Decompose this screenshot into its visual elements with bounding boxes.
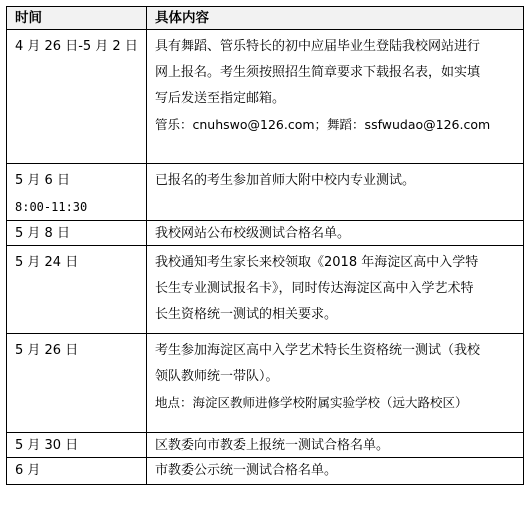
table-row <box>7 221 524 246</box>
time-text: 5 月 26 日 <box>15 343 79 358</box>
content-text: 考生参加海淀区高中入学艺术特长生资格统一测试（我校 <box>155 343 481 358</box>
time-cell <box>7 246 147 334</box>
schedule-table <box>6 6 524 485</box>
time-text: 5 月 24 日 <box>15 255 79 270</box>
content-text: 市教委公示统一测试合格名单。 <box>155 463 338 478</box>
content-text: 长生资格统一测试的相关要求。 <box>155 307 338 322</box>
content-cell <box>147 433 524 458</box>
table-row <box>7 246 524 334</box>
table-header-row <box>7 7 524 30</box>
time-cell <box>7 458 147 485</box>
content-text: 我校通知考生家长来校领取《2018 年海淀区高中入学特 <box>155 255 479 270</box>
table-row <box>7 334 524 433</box>
time-text: 6 月 <box>15 463 41 478</box>
location-text: 地点：海淀区教师进修学校附属实验学校（远大路校区） <box>155 395 468 410</box>
header-time: 时间 <box>7 7 147 30</box>
time-text: 5 月 6 日 <box>15 173 70 188</box>
time-range-text: 8:00-11:30 <box>15 200 88 214</box>
time-text: 5 月 30 日 <box>15 438 79 453</box>
time-cell <box>7 30 147 164</box>
content-text: 网上报名。考生须按照招生简章要求下载报名表，如实填 <box>155 65 481 80</box>
time-cell <box>7 334 147 433</box>
table-row <box>7 433 524 458</box>
content-cell <box>147 458 524 485</box>
content-text: 写后发送至指定邮箱。 <box>155 91 286 106</box>
content-text: 我校网站公布校级测试合格名单。 <box>155 226 351 241</box>
content-text: 具有舞蹈、管乐特长的初中应届毕业生登陆我校网站进行 <box>155 39 481 54</box>
content-cell <box>147 164 524 221</box>
header-content: 具体内容 <box>147 7 524 30</box>
content-text: 领队教师统一带队）。 <box>155 369 279 384</box>
table-row <box>7 458 524 485</box>
time-text: 5 月 8 日 <box>15 226 70 241</box>
time-cell <box>7 433 147 458</box>
content-cell <box>147 30 524 164</box>
content-cell <box>147 221 524 246</box>
content-cell <box>147 334 524 433</box>
content-text: 区教委向市教委上报统一测试合格名单。 <box>155 438 390 453</box>
time-cell <box>7 221 147 246</box>
email-addresses: 管乐：cnuhswo@126.com；舞蹈：ssfwudao@126.com <box>155 117 491 132</box>
time-cell <box>7 164 147 221</box>
content-text: 已报名的考生参加首师大附中校内专业测试。 <box>155 173 416 188</box>
content-cell <box>147 246 524 334</box>
time-text: 4 月 26 日-5 月 2 日 <box>15 39 138 54</box>
table-row <box>7 30 524 164</box>
table-row <box>7 164 524 221</box>
content-text: 长生专业测试报名卡》，同时传达海淀区高中入学艺术特 <box>155 281 474 296</box>
